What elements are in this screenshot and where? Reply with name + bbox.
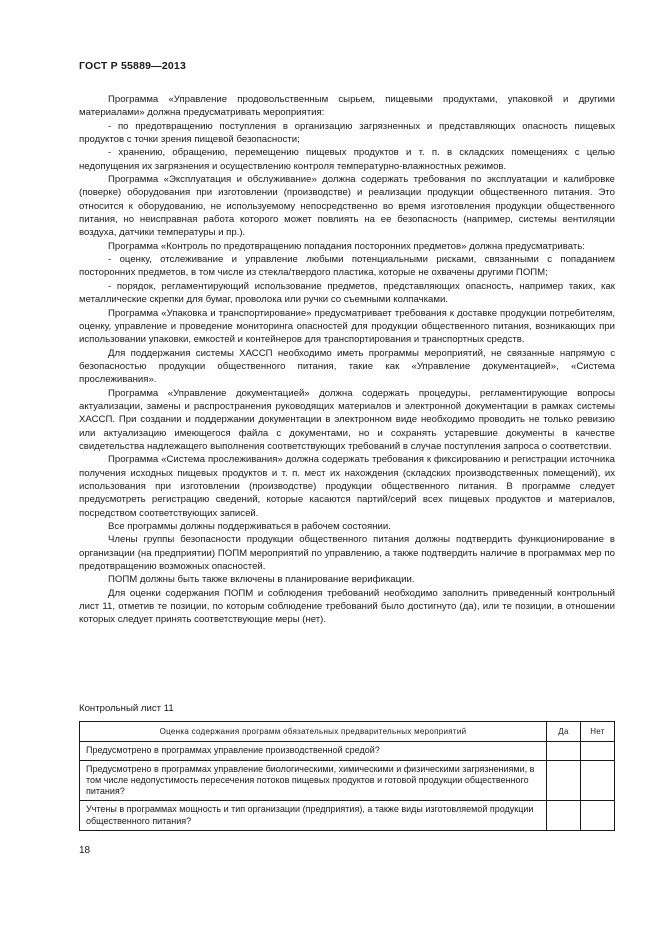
no-cell[interactable]: [581, 801, 615, 831]
paragraph: Программа «Контроль по предотвращению попадания посторонних предметов» должна предусматривать:: [108, 240, 585, 252]
page-number: 18: [79, 845, 91, 856]
column-header-question: Оценка содержания программ обязательных предварительных мероприятий: [80, 722, 547, 742]
paragraph: Члены группы безопасности продукции общественного питания должны подтвердить функционирование в организации (на предприятии) ПОПМ мероприятий по управлению, а также подтвердить наличие в программах мер по предотвращению возможных опасностей.: [79, 534, 615, 573]
yes-cell[interactable]: [547, 760, 581, 801]
checklist-caption: Контрольный лист 11: [79, 703, 174, 714]
paragraph: ПОПМ должны быть также включены в планирование верификации.: [108, 574, 415, 586]
table-row: [80, 760, 615, 801]
paragraph: Программа «Эксплуатация и обслуживание» должна содержать требования по эксплуатации и калибровке (поверке) оборудования при изготовлении (производстве) и реализации продукции общественного питания. Это относится к оборудованию, не используемому непосредственно во время изготовления продукции общественного питания, но неисправная работа которого может повлиять на ее безопасность (например, системы вентиляции воздуха, датчики температуры и пр.).: [79, 174, 615, 239]
paragraph: Программа «Система прослеживания» должна содержать требования к фиксированию и регистрации источника получения исходных пищевых продуктов и т. п. мест их нахождения (складских производственных помещений), их использования при изготовлении (производстве) продукции общественного питания. В программе следует предусмотреть регистрацию сведений, которые касаются партий/серий всех пищевых продуктов и материалов, посредством соответствующих записей.: [79, 454, 615, 519]
table-header-row: [80, 722, 615, 742]
paragraph: Программа «Управление документацией» должна содержать процедуры, регламентирующие вопросы актуализации, замены и распространения руководящих материалов и электронной документации в рамках системы ХАССП. При создании и поддержании документации в электронном виде необходимо проводить не только ревизию или актуализацию имеющегося файла с документами, но и сохранять устаревшие документы в качестве свидетельства надлежащего выполнения соответствующих требований в случае поступления запроса о соответствии.: [79, 387, 615, 452]
no-cell[interactable]: [581, 760, 615, 801]
paragraph: - хранению, обращению, перемещению пищевых продуктов и т. п. в складских помещениях с целью недопущения их загрязнения и осуществлению контроля температурно-влажностных режимов.: [79, 147, 615, 172]
column-header-yes: Да: [547, 722, 581, 742]
document-header: ГОСТ Р 55889—2013: [79, 60, 187, 72]
paragraph: Все программы должны поддерживаться в рабочем состоянии.: [108, 521, 391, 532]
checklist-table: [79, 721, 615, 831]
table-row: [80, 742, 615, 760]
table-row: [80, 801, 615, 831]
question-cell: Предусмотрено в программах управление биологическими, химическими и физическими загрязнениями, в том числе недопустимость пересечения потоков пищевых продуктов и готовой продукции общественного питания?: [80, 760, 547, 801]
paragraph: Программа «Управление продовольственным сырьем, пищевыми продуктами, упаковкой и другими материалами» должна предусматривать мероприятия:: [79, 94, 615, 119]
paragraph: Для поддержания системы ХАССП необходимо иметь программы мероприятий, не связанные напрямую с безопасностью продукции общественного питания, такие как «Управление документацией», «Система прослеживания».: [79, 347, 615, 386]
no-cell[interactable]: [581, 742, 615, 760]
paragraph: Программа «Упаковка и транспортирование» предусматривает требования к доставке продукции потребителям, оценку, управление и проведение мониторинга опасностей для продукции общественного питания, возникающих при использовании упаковки, емкостей и контейнеров для транспортирования и транспортных средств.: [79, 307, 615, 346]
paragraph: - порядок, регламентирующий использование предметов, представляющих опасность, например таких, как металлические скрепки для бумаг, проволока или ручки со съемными колпачками.: [79, 280, 615, 306]
question-cell: Учтены в программах мощность и тип организации (предприятия), а также виды изготовляемой продукции общественного питания?: [80, 801, 547, 831]
yes-cell[interactable]: [547, 801, 581, 831]
question-cell: Предусмотрено в программах управление производственной средой?: [80, 742, 547, 760]
paragraph: Для оценки содержания ПОПМ и соблюдения требований необходимо заполнить приведенный контрольный лист 11, отметив те позиции, по которым соблюдение требований было достигнуто (да), или те позиции, в отношении которых следует принять соответствующие меры (нет).: [79, 587, 615, 626]
paragraph: - по предотвращению поступления в организацию загрязненных и представляющих опасность пищевых продуктов с точки зрения пищевой безопасности;: [79, 120, 615, 146]
column-header-no: Нет: [581, 722, 615, 742]
document-body: [79, 93, 615, 627]
paragraph: - оценку, отслеживание и управление любыми потенциальными рисками, связанными с попаданием посторонних предметов, в том числе из стекла/твердого пластика, которые не охвачены другими ПОПМ;: [79, 254, 615, 279]
yes-cell[interactable]: [547, 742, 581, 760]
